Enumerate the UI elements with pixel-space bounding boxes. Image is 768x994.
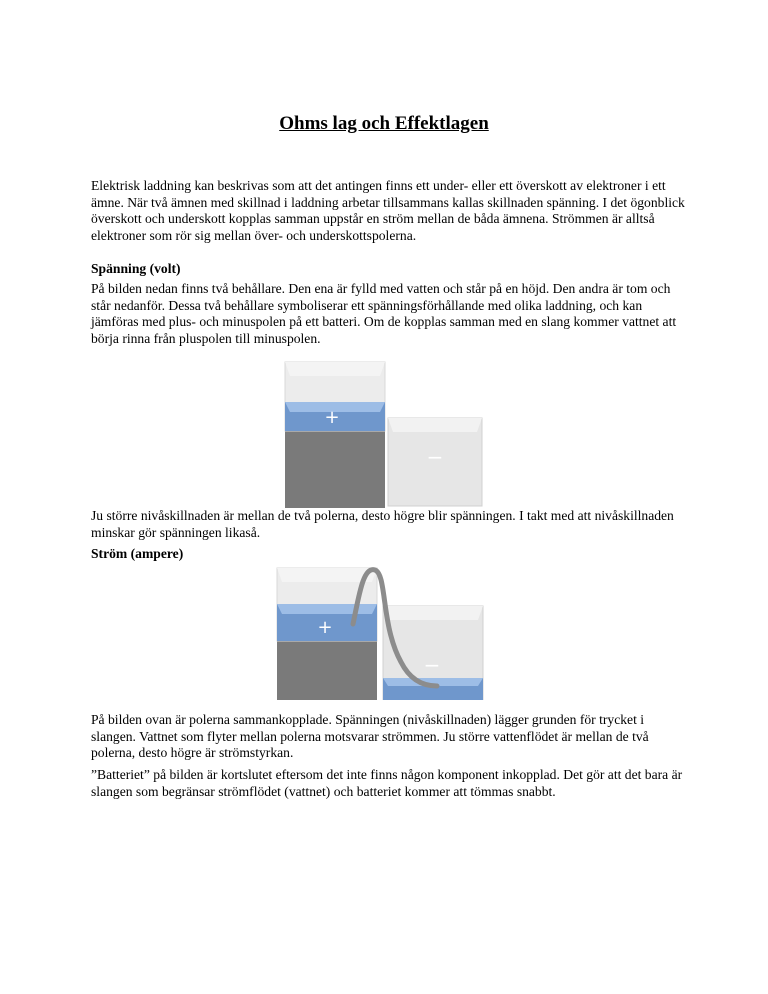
plus-label: +: [324, 407, 340, 428]
current-paragraph-2: ”Batteriet” på bilden är kortslutet eftersom det inte finns någon komponent inkopplad. Det gör att det bara är slangen som begränsar strömflödet (vattnet) och batteriet kommer att tömmas snabbt.: [91, 767, 683, 799]
document-title: Ohms lag och Effektlagen: [279, 113, 489, 134]
voltage-after-paragraph: Ju större nivåskillnaden är mellan de två polerna, desto högre blir spänningen. I takt med att nivåskillnaden minskar gör spänningen likaså.: [91, 508, 674, 540]
intro-paragraph: Elektrisk laddning kan beskrivas som att det antingen finns ett under- eller ett överskott av elektroner i ett ämne. När två ämnen med skillnad i laddning arbetar tillsammans kallas skillnaden spänning. I det ögonblick överskott och underskott kopplas samman uppstår en ström mellan de båda ämnena. Strömmen är alltså elektroner som rör sig mellan över- och underskottspolerna.: [91, 178, 685, 243]
minus-label: −: [423, 653, 441, 677]
current-paragraph-1: På bilden ovan är polerna sammankopplade. Spänningen (nivåskillnaden) lägger grunden för trycket i slangen. Vattnet som flyter mellan polerna motsvarar strömmen. Ju större vattenflödet är mellan de två polerna, desto högre är strömstyrkan.: [91, 712, 649, 760]
current-figure: [275, 566, 485, 700]
voltage-paragraph: På bilden nedan finns två behållare. Den ena är fylld med vatten och står på en höjd. Den andra är tom och står nedanför. Dessa två behållare symboliserar ett spänningsförhållande med olika laddning, och kan jämföras med plus- och minuspolen på ett batteri. Om de kopplas samman med en slang kommer vattnet att börja rinna från pluspolen till minuspolen.: [91, 281, 677, 346]
voltage-heading: Spänning (volt): [91, 261, 181, 276]
voltage-figure: [284, 360, 484, 508]
plus-label: +: [317, 617, 333, 638]
current-heading: Ström (ampere): [91, 546, 184, 561]
minus-label: −: [426, 445, 444, 469]
pedestal: [277, 641, 377, 700]
pedestal: [285, 431, 385, 508]
